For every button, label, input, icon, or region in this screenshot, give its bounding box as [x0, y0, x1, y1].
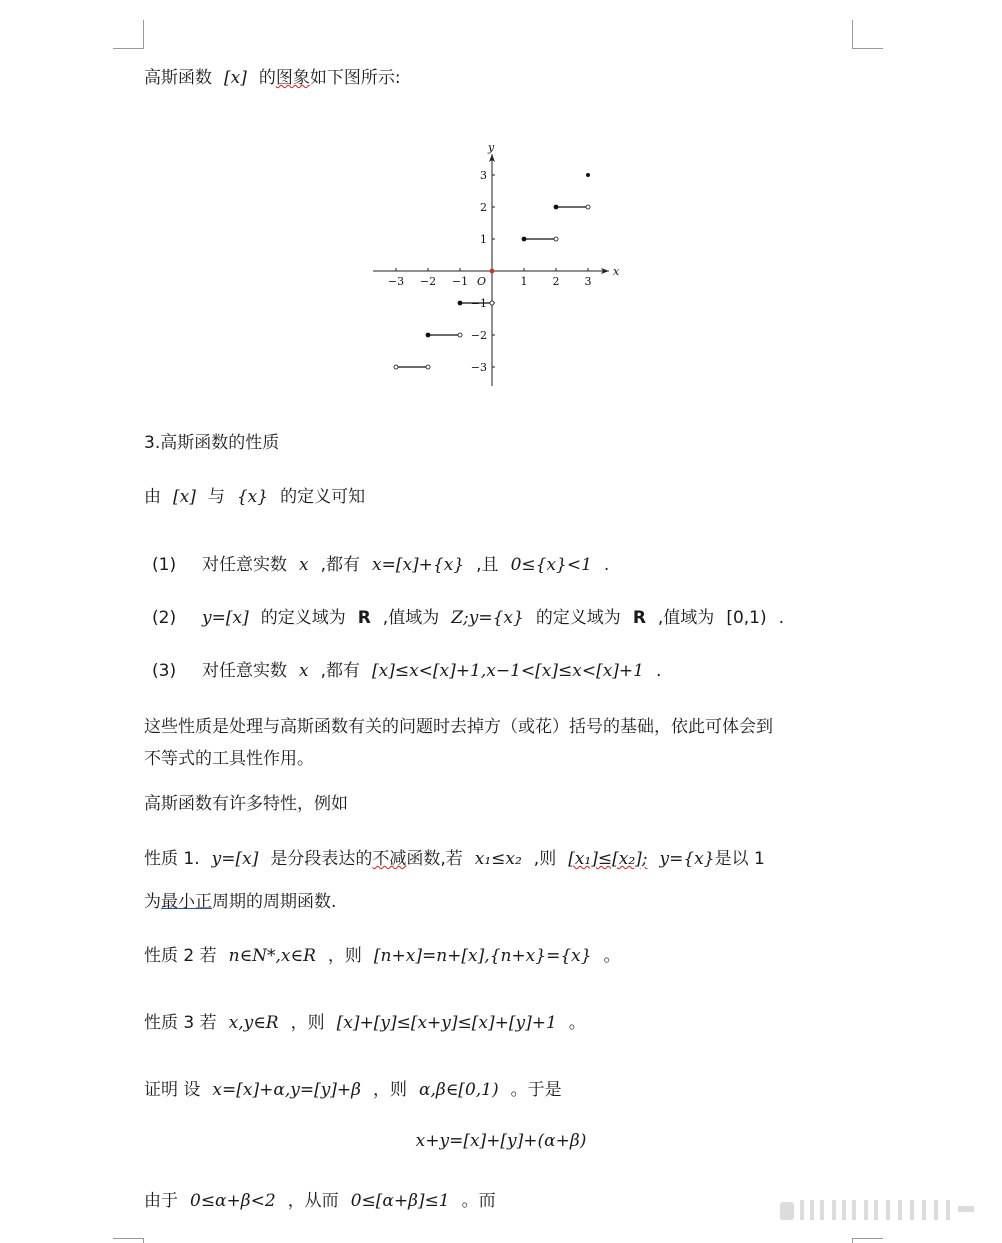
item-text: . — [603, 555, 610, 575]
item-math: Z;y={x} — [451, 608, 524, 628]
item-number: (2) — [152, 608, 177, 628]
last-math: 0≤α+β<2 — [190, 1191, 276, 1211]
margin-mark-top-left — [113, 20, 144, 49]
item-text: 对任意实数 — [202, 555, 287, 575]
intro-text-end: 如下图所示: — [309, 68, 401, 88]
last-label: 由于 — [144, 1191, 178, 1211]
property-math: x,y∈R — [228, 1013, 279, 1033]
y-axis-label: y — [488, 141, 495, 154]
graph-axes — [373, 141, 620, 386]
property-math: y=[x] — [211, 849, 259, 869]
y-tick-label: −2 — [470, 329, 487, 342]
item-text: ,值域为 — [657, 608, 715, 628]
property-text: 。 — [603, 946, 621, 966]
property-item-3 — [152, 656, 661, 681]
property-math: y={x} — [659, 849, 715, 869]
property-1-line-2 — [144, 887, 336, 912]
y-tick-label: −1 — [470, 297, 487, 310]
step-start-point — [554, 205, 558, 209]
x-tick-label: 3 — [584, 275, 592, 288]
step-start-point — [490, 269, 494, 273]
property-text-underlined: 最小正 — [161, 892, 212, 912]
property-math: [n+x]=n+[x],{n+x}={x} — [373, 946, 592, 966]
last-text: 。而 — [461, 1191, 496, 1211]
watermark-graphic — [780, 1198, 980, 1222]
lead-text: 由 — [144, 487, 161, 507]
x-axis-label: x — [613, 265, 620, 278]
property-item-1 — [152, 550, 609, 575]
property-text: ,则 — [533, 849, 557, 869]
property-math: x₁≤x₂ — [474, 849, 522, 869]
step-end-point — [458, 333, 462, 337]
origin-label: O — [477, 275, 487, 288]
proof-math: x=[x]+α,y=[y]+β — [212, 1080, 362, 1100]
item-number: (1) — [152, 555, 177, 575]
intro-expression: [x] — [224, 68, 247, 88]
paragraph-line-2: 不等式的工具性作用。 — [144, 749, 314, 769]
property-text: 是以 1 — [714, 849, 765, 869]
y-tick-label: 1 — [480, 233, 487, 246]
item-text: . — [655, 661, 662, 681]
last-math: 0≤[α+β]≤1 — [350, 1191, 450, 1211]
lead-text-end: 的定义可知 — [280, 487, 366, 507]
property-text: 为 — [144, 892, 161, 912]
lead-expression-floor: [x] — [173, 487, 196, 507]
step-end-point — [490, 301, 494, 305]
property-2 — [144, 941, 621, 966]
step-end-point — [554, 237, 558, 241]
item-math: x=[x]+{x} — [372, 555, 465, 575]
item-text: ,值域为 — [382, 608, 440, 628]
item-number: (3) — [152, 661, 177, 681]
property-text: 。 — [568, 1013, 586, 1033]
property-label: 性质 1. — [144, 849, 200, 869]
step-start-point — [522, 237, 526, 241]
x-tick-label: 2 — [552, 275, 560, 288]
item-text: 对任意实数 — [202, 661, 287, 681]
property-1-line-1 — [144, 844, 765, 869]
proof-text: ，则 — [373, 1080, 408, 1100]
isolated-point — [586, 173, 590, 177]
x-tick-label: −1 — [451, 275, 469, 288]
intro-line — [144, 63, 401, 88]
property-item-2 — [152, 603, 784, 628]
x-tick-label: −3 — [387, 275, 405, 288]
property-text: ，则 — [327, 946, 362, 966]
item-math: 0≤{x}<1 — [510, 555, 592, 575]
item-math-bold: R — [357, 608, 371, 628]
item-math: [0,1) — [726, 608, 767, 628]
proof-line — [144, 1075, 562, 1100]
property-math: n∈N*,x∈R — [228, 946, 316, 966]
property-3 — [144, 1008, 586, 1033]
intro-text: 高斯函数 — [144, 68, 212, 88]
lead-expression-frac: {x} — [236, 487, 269, 507]
property-text: ，则 — [290, 1013, 325, 1033]
property-text: 函数,若 — [406, 849, 463, 869]
step-end-point — [426, 365, 430, 369]
lead-text-and: 与 — [207, 487, 225, 507]
proof-label: 证明 设 — [144, 1080, 201, 1100]
proof-math: α,β∈[0,1) — [419, 1080, 499, 1100]
property-text: 是分段表达的 — [270, 849, 373, 869]
x-tick-label: −2 — [419, 275, 437, 288]
proof-text: 。于是 — [510, 1080, 562, 1100]
step-start-point — [394, 365, 398, 369]
paragraph-line-1: 这些性质是处理与高斯函数有关的问题时去掉方（或花）括号的基础，依此可体会到 — [144, 717, 773, 737]
property-math-flagged: [x₁]≤[x₂]; — [568, 849, 648, 869]
item-math: [x]≤x<[x]+1,x−1<[x]≤x<[x]+1 — [372, 661, 644, 681]
item-math: x — [299, 555, 309, 575]
item-math: y=[x] — [202, 608, 249, 628]
last-line — [144, 1186, 496, 1211]
property-text-misspelled: 不减 — [372, 849, 407, 869]
item-math: x — [299, 661, 309, 681]
section-title: 3.高斯函数的性质 — [144, 433, 280, 453]
property-label: 性质 3 若 — [144, 1013, 217, 1033]
lead-line — [144, 482, 365, 507]
item-text: ,都有 — [320, 661, 360, 681]
property-text: 周期的周期函数. — [212, 892, 337, 912]
margin-mark-bottom-left — [113, 1238, 144, 1243]
item-text: 的定义域为 — [535, 608, 621, 628]
margin-mark-bottom-right — [852, 1238, 883, 1243]
property-math: [x]+[y]≤[x+y]≤[x]+[y]+1 — [336, 1013, 557, 1033]
item-text: . — [778, 608, 785, 628]
display-equation: x+y=[x]+[y]+(α+β) — [415, 1131, 587, 1151]
paragraph-features: 高斯函数有许多特性，例如 — [144, 794, 348, 814]
y-tick-label: 3 — [480, 169, 487, 182]
margin-mark-top-right — [852, 20, 883, 49]
intro-text-misspelled: 图象 — [275, 68, 310, 88]
gauss-function-graph — [365, 140, 627, 390]
property-label: 性质 2 若 — [144, 946, 217, 966]
last-text: ，从而 — [287, 1191, 339, 1211]
step-end-point — [586, 205, 590, 209]
x-tick-label: 1 — [520, 275, 528, 288]
item-text: ,都有 — [320, 555, 360, 575]
intro-text-de: 的 — [258, 68, 276, 88]
step-start-point — [458, 301, 462, 305]
step-start-point — [426, 333, 430, 337]
item-math-bold: R — [632, 608, 646, 628]
item-text: ,且 — [476, 555, 499, 575]
y-tick-label: 2 — [480, 201, 487, 214]
item-text: 的定义域为 — [260, 608, 346, 628]
y-tick-label: −3 — [470, 361, 487, 374]
